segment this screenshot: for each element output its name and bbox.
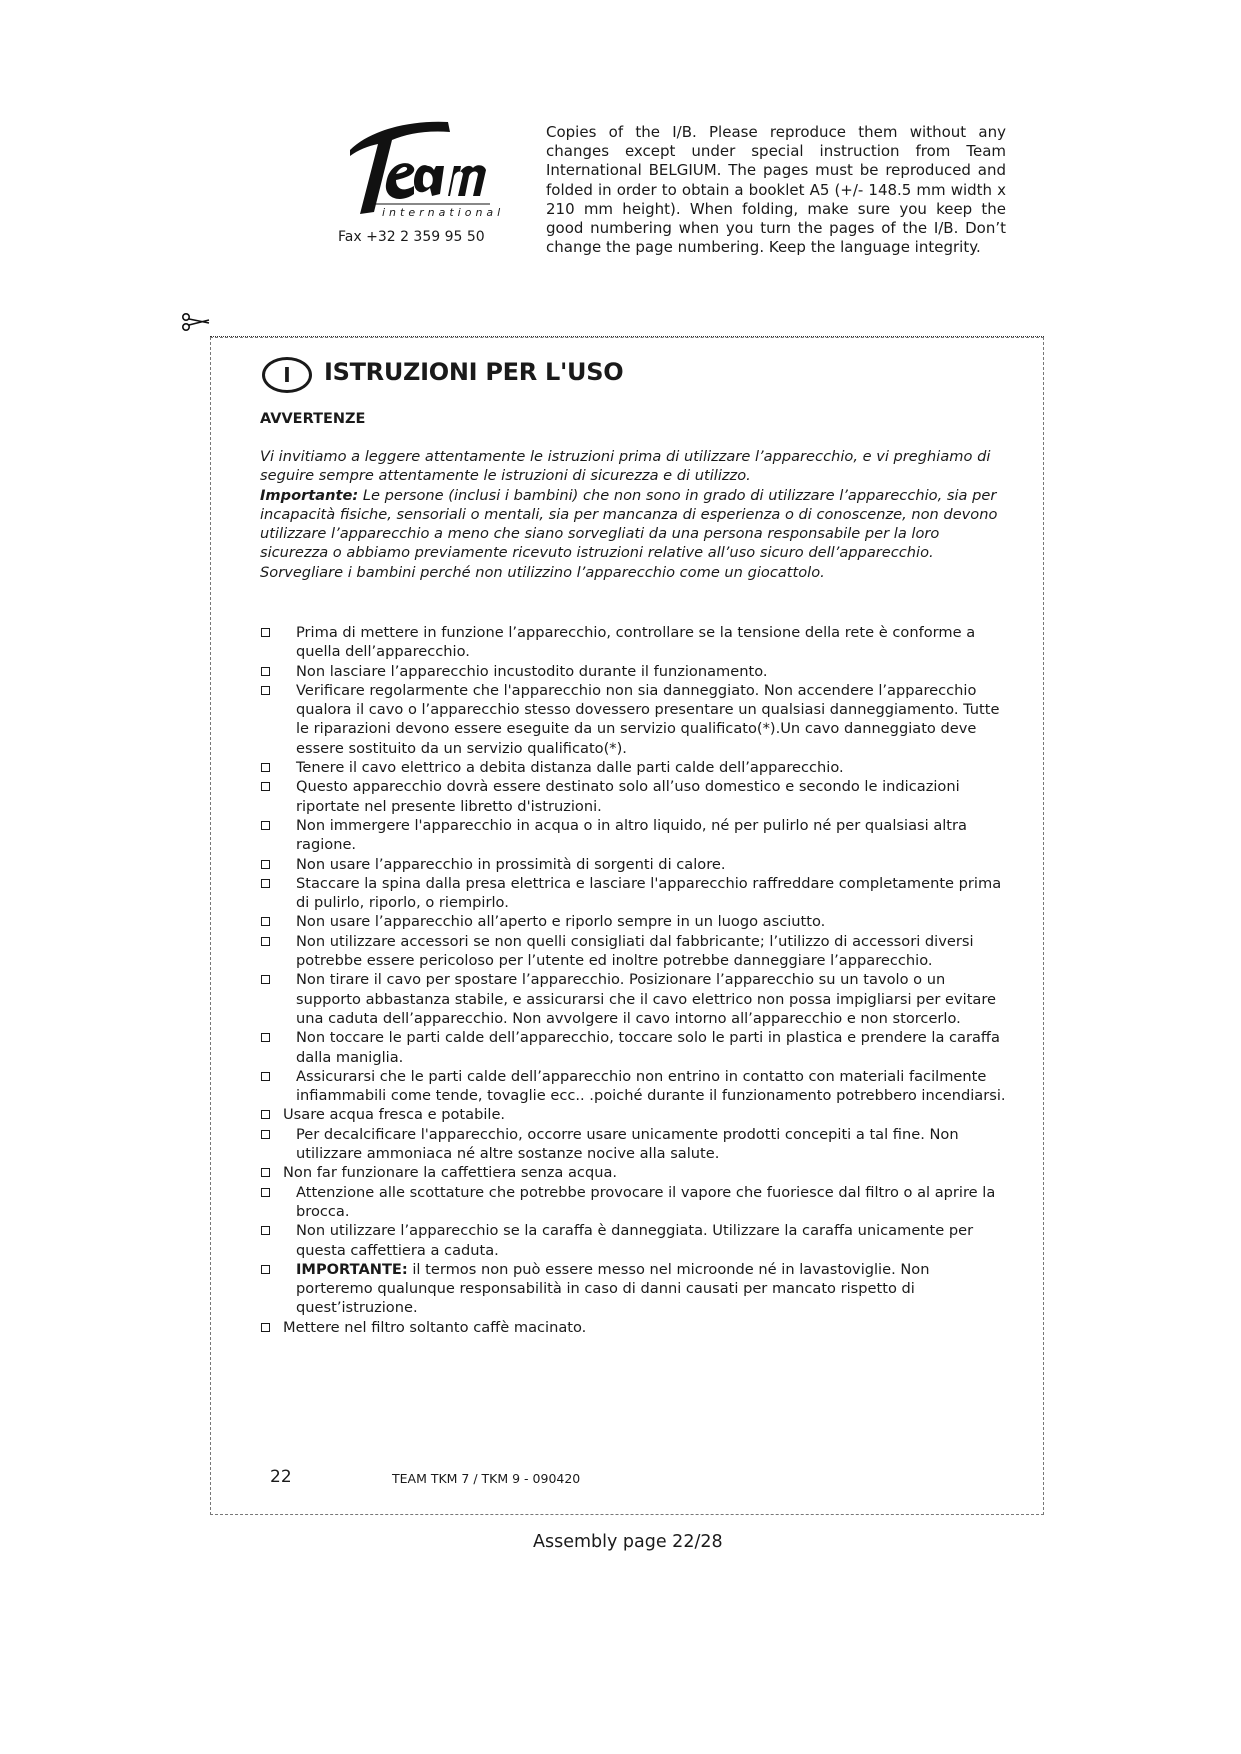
list-item [258,1163,1008,1182]
list-item [258,777,1008,816]
item-label: IMPORTANTE: [296,1260,408,1278]
scissors-icon [181,311,211,333]
checkbox-bullet-icon [261,628,270,637]
checkbox-bullet-icon [261,1168,270,1177]
important-label: Importante: [260,486,359,504]
checkbox-bullet-icon [261,917,270,926]
page-number: 22 [270,1467,292,1487]
checkbox-bullet-icon [261,1323,270,1332]
item-text: Non toccare le parti calde dell’apparecchio, toccare solo le parti in plastica e prendere la caraffa dalla maniglia. [296,1029,1000,1066]
list-item [258,623,1008,662]
checkbox-bullet-icon [261,1188,270,1197]
item-text: Verificare regolarmente che l'apparecchio non sia danneggiato. Non accendere l’apparecchio qualora il cavo o l’apparecchio stesso dovessero presentare un qualsiasi danneggiamento. Tutte le riparazioni devono essere eseguite da un servizio qualificato(*).Un cavo danneggiato deve essere sostituito da un servizio qualificato(*). [296,681,1000,757]
item-text: Usare acqua fresca e potabile. [283,1106,506,1124]
item-text: Tenere il cavo elettrico a debita distanza dalle parti calde dell’apparecchio. [296,759,844,777]
checkbox-bullet-icon [261,1033,270,1042]
checkbox-bullet-icon [261,975,270,984]
checkbox-bullet-icon [261,763,270,772]
warning-list [258,623,1008,1337]
item-text: Non lasciare l’apparecchio incustodito durante il funzionamento. [296,662,768,680]
supervision-paragraph: Sorvegliare i bambini perché non utilizzino l’apparecchio come un giocattolo. [260,563,825,581]
list-item [258,912,1008,931]
list-item [258,1260,1008,1318]
item-text: Questo apparecchio dovrà essere destinato solo all’uso domestico e secondo le indicazioni riportate nel presente libretto d'istruzioni. [296,778,960,815]
fax-number: Fax +32 2 359 95 50 [338,229,485,245]
checkbox-bullet-icon [261,937,270,946]
list-item [258,1105,1008,1124]
logo-subtitle: international [382,206,505,219]
section-heading: AVVERTENZE [260,411,366,427]
list-item [258,1318,1008,1337]
item-text: Non utilizzare accessori se non quelli consigliati dal fabbricante; l’utilizzo di accessori diversi potrebbe essere pericoloso per l’utente ed inoltre potrebbe danneggiare l’apparecchio. [296,932,974,970]
item-text: Non usare l’apparecchio in prossimità di sorgenti di calore. [296,855,726,873]
checkbox-bullet-icon [261,1130,270,1139]
item-text: Non immergere l'apparecchio in acqua o in altro liquido, né per pulirlo né per qualsiasi altra ragione. [296,816,967,854]
item-text: Non far funzionare la caffettiera senza acqua. [283,1164,618,1182]
intro-paragraph: Vi invitiamo a leggere attentamente le istruzioni prima di utilizzare l’apparecchio, e vi preghiamo di seguire sempre attentamente le istruzioni di sicurezza e di utilizzo. [260,448,991,485]
list-item [258,855,1008,874]
list-item [258,874,1008,913]
checkbox-bullet-icon [261,667,270,676]
list-item [258,662,1008,681]
item-text: Non utilizzare l’apparecchio se la caraffa è danneggiata. Utilizzare la caraffa unicamente per questa caffettiera a caduta. [296,1222,974,1259]
item-text: Assicurarsi che le parti calde dell’apparecchio non entrino in contatto con materiali facilmente infiammabili come tende, tovaglie ecc.. .poiché durante il funzionamento potrebbero incendiarsi. [296,1067,1006,1105]
item-text: Mettere nel filtro soltanto caffè macinato. [283,1318,587,1336]
list-item [258,932,1008,971]
checkbox-bullet-icon [261,879,270,888]
item-text: Per decalcificare l'apparecchio, occorre usare unicamente prodotti concepiti a tal fine. Non utilizzare ammoniaca né altre sostanze nocive alla salute. [296,1125,959,1163]
list-item [258,758,1008,777]
important-text: Le persone (inclusi i bambini) che non sono in grado di utilizzare l’apparecchio, sia per incapacità fisiche, sensoriali o mentali, sia per mancanza di esperienza o di conoscenze, non devono utilizzare l’apparecchio a meno che siano sorvegliati da una persona responsabile per la loro sicurezza o abbiamo previamente ricevuto istruzioni relative all’uso sicuro dell’apparecchio. [260,486,998,562]
list-item [258,816,1008,855]
model-code: TEAM TKM 7 / TKM 9 - 090420 [392,1471,581,1486]
checkbox-bullet-icon [261,782,270,791]
checkbox-bullet-icon [261,860,270,869]
list-item [258,1183,1008,1222]
checkbox-bullet-icon [261,1226,270,1235]
checkbox-bullet-icon [261,686,270,695]
intro-text [260,447,1000,582]
item-text: il termos non può essere messo nel microonde né in lavastoviglie. Non porteremo qualunque responsabilità in caso di danni causati per mancato rispetto di quest’istruzione. [296,1260,930,1317]
item-text: Staccare la spina dalla presa elettrica e lasciare l'apparecchio raffreddare completamente prima di pulirlo, riporlo, o riempirlo. [296,874,1002,912]
team-logo [330,112,505,230]
checkbox-bullet-icon [261,1072,270,1081]
item-text: Attenzione alle scottature che potrebbe provocare il vapore che fuoriesce dal filtro o al aprire la brocca. [296,1183,996,1220]
checkbox-bullet-icon [261,1265,270,1274]
item-text: Non tirare il cavo per spostare l’apparecchio. Posizionare l’apparecchio su un tavolo o un supporto abbastanza stabile, e assicurarsi che il cavo elettrico non possa impigliarsi per evitare una caduta dell’apparecchio. Non avvolgere il cavo intorno all’apparecchio e non storcerlo. [296,971,997,1027]
assembly-page: Assembly page 22/28 [533,1532,723,1552]
item-text: Non usare l’apparecchio all’aperto e riporlo sempre in un luogo asciutto. [296,913,826,931]
important-paragraph [260,486,1000,563]
list-item [258,970,1008,1028]
checkbox-bullet-icon [261,821,270,830]
list-item [258,1028,1008,1067]
list-item [258,1125,1008,1164]
language-badge: I [262,357,312,393]
printing-instructions: Copies of the I/B. Please reproduce them without any changes except under special instruction from Team International BELGIUM. The pages must be reproduced and folded in order to obtain a booklet A5 (+/- 148.5 mm width x 210 mm height). When folding, make sure you keep the good numbering when you turn the pages of the I/B. Don’t change the page numbering. Keep the language integrity. [546,123,1006,257]
checkbox-bullet-icon [261,1110,270,1119]
list-item [258,681,1008,758]
item-text: Prima di mettere in funzione l’apparecchio, controllare se la tensione della rete è conforme a quella dell’apparecchio. [296,624,976,661]
list-item [258,1067,1008,1106]
list-item [258,1221,1008,1260]
page-title: ISTRUZIONI PER L'USO [324,358,624,386]
